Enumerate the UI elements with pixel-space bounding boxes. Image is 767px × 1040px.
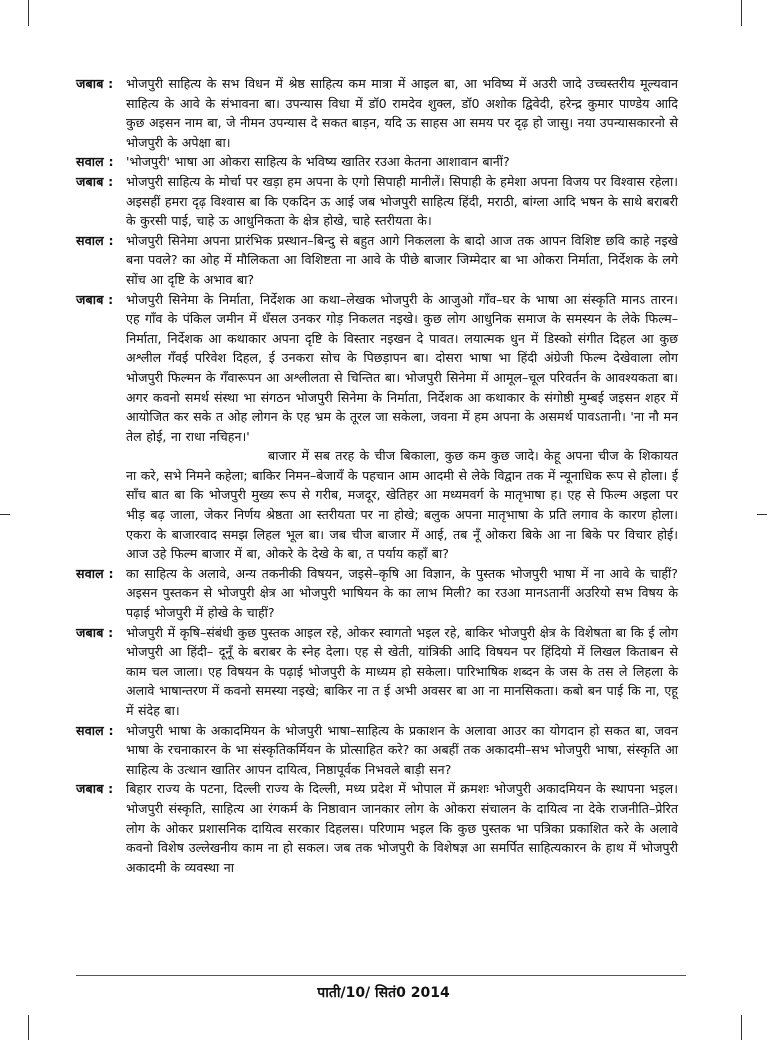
crop-mark-top-right [741, 0, 742, 26]
answer-label: जबाब : [76, 624, 114, 640]
question-text: भोजपुरी भाषा के अकादमियन के भोजपुरी भाषा–साहित्य के प्रकाशन के अलावा आउर का योगदान हो सकत बा, जवन भाषा के रचनाकारन के भा संस्कृतिकर्मियन के प्रोत्साहित करे? का अबहीं तक अकादमी–सभ भोजपुरी भाषा, संस्कृति आ साहित्य के उत्थान खातिर आपन दायित्व, निष्ठापूर्वक निभवले बाड़ी सन? [126, 722, 678, 777]
question-block [76, 721, 678, 780]
question-label: सवाल : [76, 722, 114, 738]
answer-text: भोजपुरी साहित्य के मोर्चा पर खड़ा हम अपना के एगो सिपाही मानीलें। सिपाही के हमेशा अपना विजय पर विश्वास रहेला। अइसहीं हमरा दृढ़ विश्वास बा कि एकदिन ऊ आई जब भोजपुरी साहित्य हिंदी, मराठी, बांग्ला आदि भषन के साथे बराबरी के कुरसी पाई, चाहे ऊ आधुनिकता के क्षेत्र होखे, चाहे स्तरीयता के। [126, 173, 678, 229]
answer-text: भोजपुरी में कृषि–संबंधी कुछ पुस्तक आइल रहे, ओकर स्वागतो भइल रहे, बाकिर भोजपुरी क्षेत्र के विशेषता बा कि ई लोग भोजपुरी आ हिंदी– दूनूँ के बराबर के स्नेह देला। एह से खेती, यांत्रिकी आदि विषयन पर हिंदियो में लिखल किताबन से काम चल जाला। एह विषयन के पढ़ाई भोजपुरी के माध्यम हो सकेला। पारिभाषिक शब्दन के जस के तस ले लिहला के अलावे भाषान्तरण में कवनो समस्या नइखे; बाकिर ना त ई अभी अवसर बा आ ना मानसिकता। कबो बन पाई कि ना, एहू में संदेह बा। [126, 624, 678, 718]
answer-continuation-text: बाजार में सब तरह के चीज बिकाला, कुछ कम कुछ जादे। केहू अपना चीज के शिकायत ना करे, सभे निमने कहेला; बाकिर निमन–बेजायँ के पहचान आम आदमी से लेके विद्वान तक में न्यूनाधिक रूप से होला। ई साँच बात बा कि भोजपुरी मुख्य रूप से गरीब, मजदूर, खेतिहर आ मध्यमवर्ग के मातृभाषा ह। एह से फिल्म अइला पर भीड़ बढ़ जाला, जेकर निर्णय श्रेष्ठता आ स्तरीयता पर ना होखे; बलुक अपना मातृभाषा के प्रति लगाव के कारण होला। एकरा के बाजारवाद समझ लिहल भूल बा। जब चीज बाजार में आई, तब नूँ ओकरा बिके आ ना बिके पर विचार होई। आज उहे फिल्म बाजार में बा, ओकरे के देखे के बा, त पर्याय कहाँ बा? [126, 448, 678, 562]
question-block [76, 231, 678, 290]
crop-mark-top-left [28, 0, 29, 26]
footer-rule [76, 975, 686, 976]
answer-block [76, 623, 678, 721]
answer-text: भोजपुरी सिनेमा के निर्माता, निर्देशक आ कथा–लेखक भोजपुरी के आजुओ गाँव–घर के भाषा आ संस्कृति मानऽ तारन। एह गाँव के पंकिल जमीन में धँसल उनकर गोड़ निकलत नइखे। कुछ लोग आधुनिक समाज के समस्यन के लेके फिल्म–निर्माता, निर्देशक आ कथाकार अपना दृष्टि के विस्तार नइखन दे पावत। लयात्मक धुन में डिस्को संगीत दिहल आ कुछ अश्लील गँवई परिवेश दिहल, ई उनकरा सोच के पिछड़ापन बा। दोसरा भाषा भा हिंदी अंग्रेजी फिल्म देखेवाला लोग भोजपुरी फिल्मन के गँवारूपन आ अश्लीलता से चिन्तित बा। भोजपुरी सिनेमा में आमूल–चूल परिवर्तन के आवश्यकता बा। अगर कवनो समर्थ संस्था भा संगठन भोजपुरी सिनेमा के निर्माता, निर्देशक आ कथाकार के संगोष्ठी मुम्बई जइसन शहर में आयोजित कर सके त ओह लोगन के एह भ्रम के तूरल जा सकेला, जवना में हम अपना के असमर्थ पावऽतानी। 'ना नौ मन तेल होई, ना राधा नचिहन।' [126, 291, 678, 444]
crop-mark-right-mid [757, 514, 767, 515]
answer-label: जबाब : [76, 781, 114, 797]
answer-block [76, 74, 678, 152]
question-label: सवाल : [76, 232, 114, 248]
page-footer: पाती/10/ सितं0 2014 [317, 985, 450, 1001]
question-block [76, 564, 678, 623]
question-text: 'भोजपुरी' भाषा आ ओकरा साहित्य के भविष्य खातिर रउआ केतना आशावान बानीं? [126, 154, 510, 170]
question-text: भोजपुरी सिनेमा अपना प्रारंभिक प्रस्थान–बिन्दु से बहुत आगे निकलला के बादो आज तक आपन विशिष्ट छवि काहे नइखे बना पवले? का ओह में मौलिकता आ विशिष्टता ना आवे के पीछे बाजार जिम्मेदार बा भा ओकरा निर्माता, निर्देशक के लगे सोंच आ दृष्टि के अभाव बा? [126, 232, 678, 287]
question-text: का साहित्य के अलावे, अन्य तकनीकी विषयन, जइसे–कृषि आ विज्ञान, के पुस्तक भोजपुरी भाषा में ना आवे के चाहीं? अइसन पुस्तकन से भोजपुरी क्षेत्र आ भोजपुरी भाषियन के का लाभ मिली? का रउआ मानऽतानीं अउरियो सभ विषय के पढ़ाई भोजपुरी में होखे के चाहीं? [126, 565, 678, 621]
crop-mark-bottom-left [28, 1015, 29, 1040]
answer-label: जबाब : [76, 291, 114, 307]
question-block [76, 152, 678, 172]
answer-text: बिहार राज्य के पटना, दिल्ली राज्य के दिल्ली, मध्य प्रदेश में भोपाल में क्रमशः भोजपुरी अकादमियन के स्थापना भइल। भोजपुरी संस्कृति, साहित्य आ रंगकर्म के निष्ठावान जानकार लोग के ओकरा संचालन के दायित्व ना देके राजनीति–प्रेरित लोग के ओकर प्रशासनिक दायित्व सरकार दिहलस। परिणाम भइल कि कुछ पुस्तक भा पत्रिका प्रकाशित करे के अलावे कवनो विशेष उल्लेखनीय काम ना हो सकल। जब तक भोजपुरी के विशेषज्ञ आ समर्पित साहित्यकारन के हाथ में भोजपुरी अकादमी के व्यवस्था ना [126, 781, 678, 875]
question-label: सवाल : [76, 565, 114, 581]
crop-mark-bottom-right [741, 1015, 742, 1040]
answer-block [76, 172, 678, 231]
crop-mark-left-mid [0, 514, 10, 515]
answer-block [76, 779, 678, 877]
answer-continuation-block [76, 446, 678, 564]
answer-block [76, 290, 678, 447]
question-label: सवाल : [76, 154, 114, 170]
answer-label: जबाब : [76, 173, 114, 189]
answer-text: भोजपुरी साहित्य के सभ विधन में श्रेष्ठ साहित्य कम मात्रा में आइल बा, आ भविष्य में अउरी जादे उच्चस्तरीय मूल्यवान साहित्य के आवे के संभावना बा। उपन्यास विधा में डॉ0 रामदेव शुक्ल, डॉ0 अशोक द्विवेदी, हरेन्द्र कुमार पाण्डेय आदि कुछ अइसन नाम बा, जे नीमन उपन्यास दे सकत बाड़न, यदि ऊ साहस आ समय पर दृढ़ हो जासु। नया उपन्यासकारनो से भोजपुरी के अपेक्षा बा। [126, 76, 678, 150]
page-content [76, 74, 678, 877]
answer-label: जबाब : [76, 76, 114, 91]
